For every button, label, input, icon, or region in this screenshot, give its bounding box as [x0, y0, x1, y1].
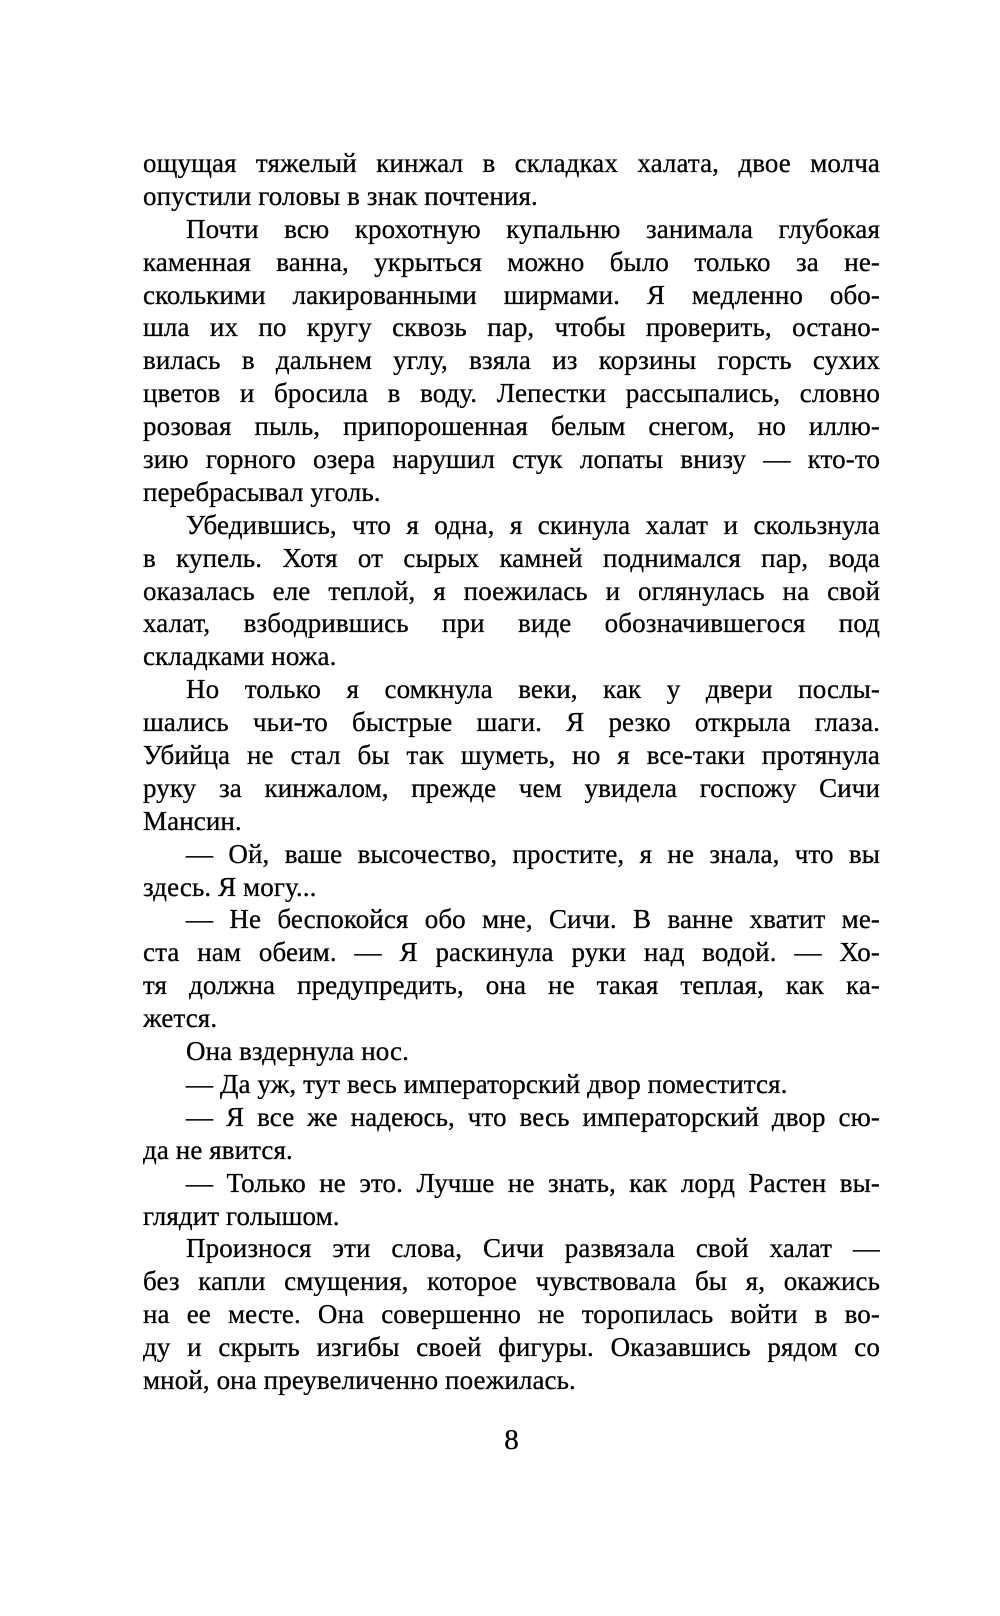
text-line: — Только не это. Лучше не знать, как лорд Растен вы-: [186, 1167, 880, 1198]
text-line: здесь. Я могу...: [143, 871, 317, 902]
text-line: Убедившись, что я одна, я скинула халат и скользнула: [186, 509, 880, 540]
text-line: руку за кинжалом, прежде чем увидела госпожу Сичи: [143, 772, 880, 803]
text-line: Произнося эти слова, Сичи развязала свой халат —: [186, 1233, 880, 1264]
text-line: сколькими лакированными ширмами. Я медленно обо-: [143, 279, 880, 310]
page-number: 8: [504, 1424, 519, 1456]
text-block: [143, 147, 880, 1397]
text-line: цветов и бросила в воду. Лепестки рассыпались, словно: [143, 378, 880, 409]
text-line: — Не беспокойся обо мне, Сичи. В ванне хватит ме-: [186, 904, 880, 935]
text-line: Но только я сомкнула веки, как у двери послы-: [186, 674, 880, 705]
text-line: халат, взбодрившись при виде обозначившегося под: [143, 608, 880, 639]
text-line: опустили головы в знак почтения.: [143, 180, 538, 211]
text-line: Она вздернула нос.: [186, 1036, 409, 1067]
text-line: Мансин.: [143, 805, 242, 836]
text-line: — Ой, ваше высочество, простите, я не знала, что вы: [186, 838, 880, 869]
text-line: без капли смущения, которое чувствовала бы я, окажись: [143, 1266, 880, 1297]
text-line: Почти всю крохотную купальню занимала глубокая: [186, 213, 880, 244]
text-line: да не явится.: [143, 1134, 293, 1165]
text-line: — Да уж, тут весь императорский двор поместится.: [186, 1068, 788, 1099]
text-line: в купель. Хотя от сырых камней поднимался пар, вода: [143, 542, 880, 573]
text-line: глядит голышом.: [143, 1200, 340, 1231]
text-line: на ее месте. Она совершенно не торопилась войти в во-: [143, 1299, 880, 1330]
text-line: мной, она преувеличенно поежилась.: [143, 1364, 576, 1395]
text-line: ощущая тяжелый кинжал в складках халата, двое молча: [143, 148, 880, 178]
text-line: вилась в дальнем углу, взяла из корзины горсть сухих: [143, 345, 880, 376]
text-line: складками ножа.: [143, 641, 337, 672]
text-line: каменная ванна, укрыться можно было только за не-: [143, 246, 880, 277]
text-line: шла их по кругу сквозь пар, чтобы проверить, остано-: [143, 312, 880, 343]
text-line: зию горного озера нарушил стук лопаты внизу — кто-то: [143, 444, 880, 475]
text-line: шались чьи-то быстрые шаги. Я резко открыла глаза.: [143, 707, 880, 738]
text-line: перебрасывал уголь.: [143, 476, 381, 507]
text-line: розовая пыль, припорошенная белым снегом, но иллю-: [143, 411, 880, 442]
text-line: Убийца не стал бы так шуметь, но я все-таки протянула: [143, 740, 880, 771]
text-line: тя должна предупредить, она не такая теплая, как ка-: [143, 970, 880, 1001]
text-line: ду и скрыть изгибы своей фигуры. Оказавшись рядом со: [143, 1332, 880, 1363]
text-line: — Я все же надеюсь, что весь императорский двор сю-: [186, 1101, 880, 1132]
text-line: ста нам обеим. — Я раскинула руки над водой. — Хо-: [143, 937, 880, 968]
text-line: жется.: [143, 1003, 218, 1034]
text-line: оказалась еле теплой, я поежилась и оглянулась на свой: [143, 575, 880, 606]
